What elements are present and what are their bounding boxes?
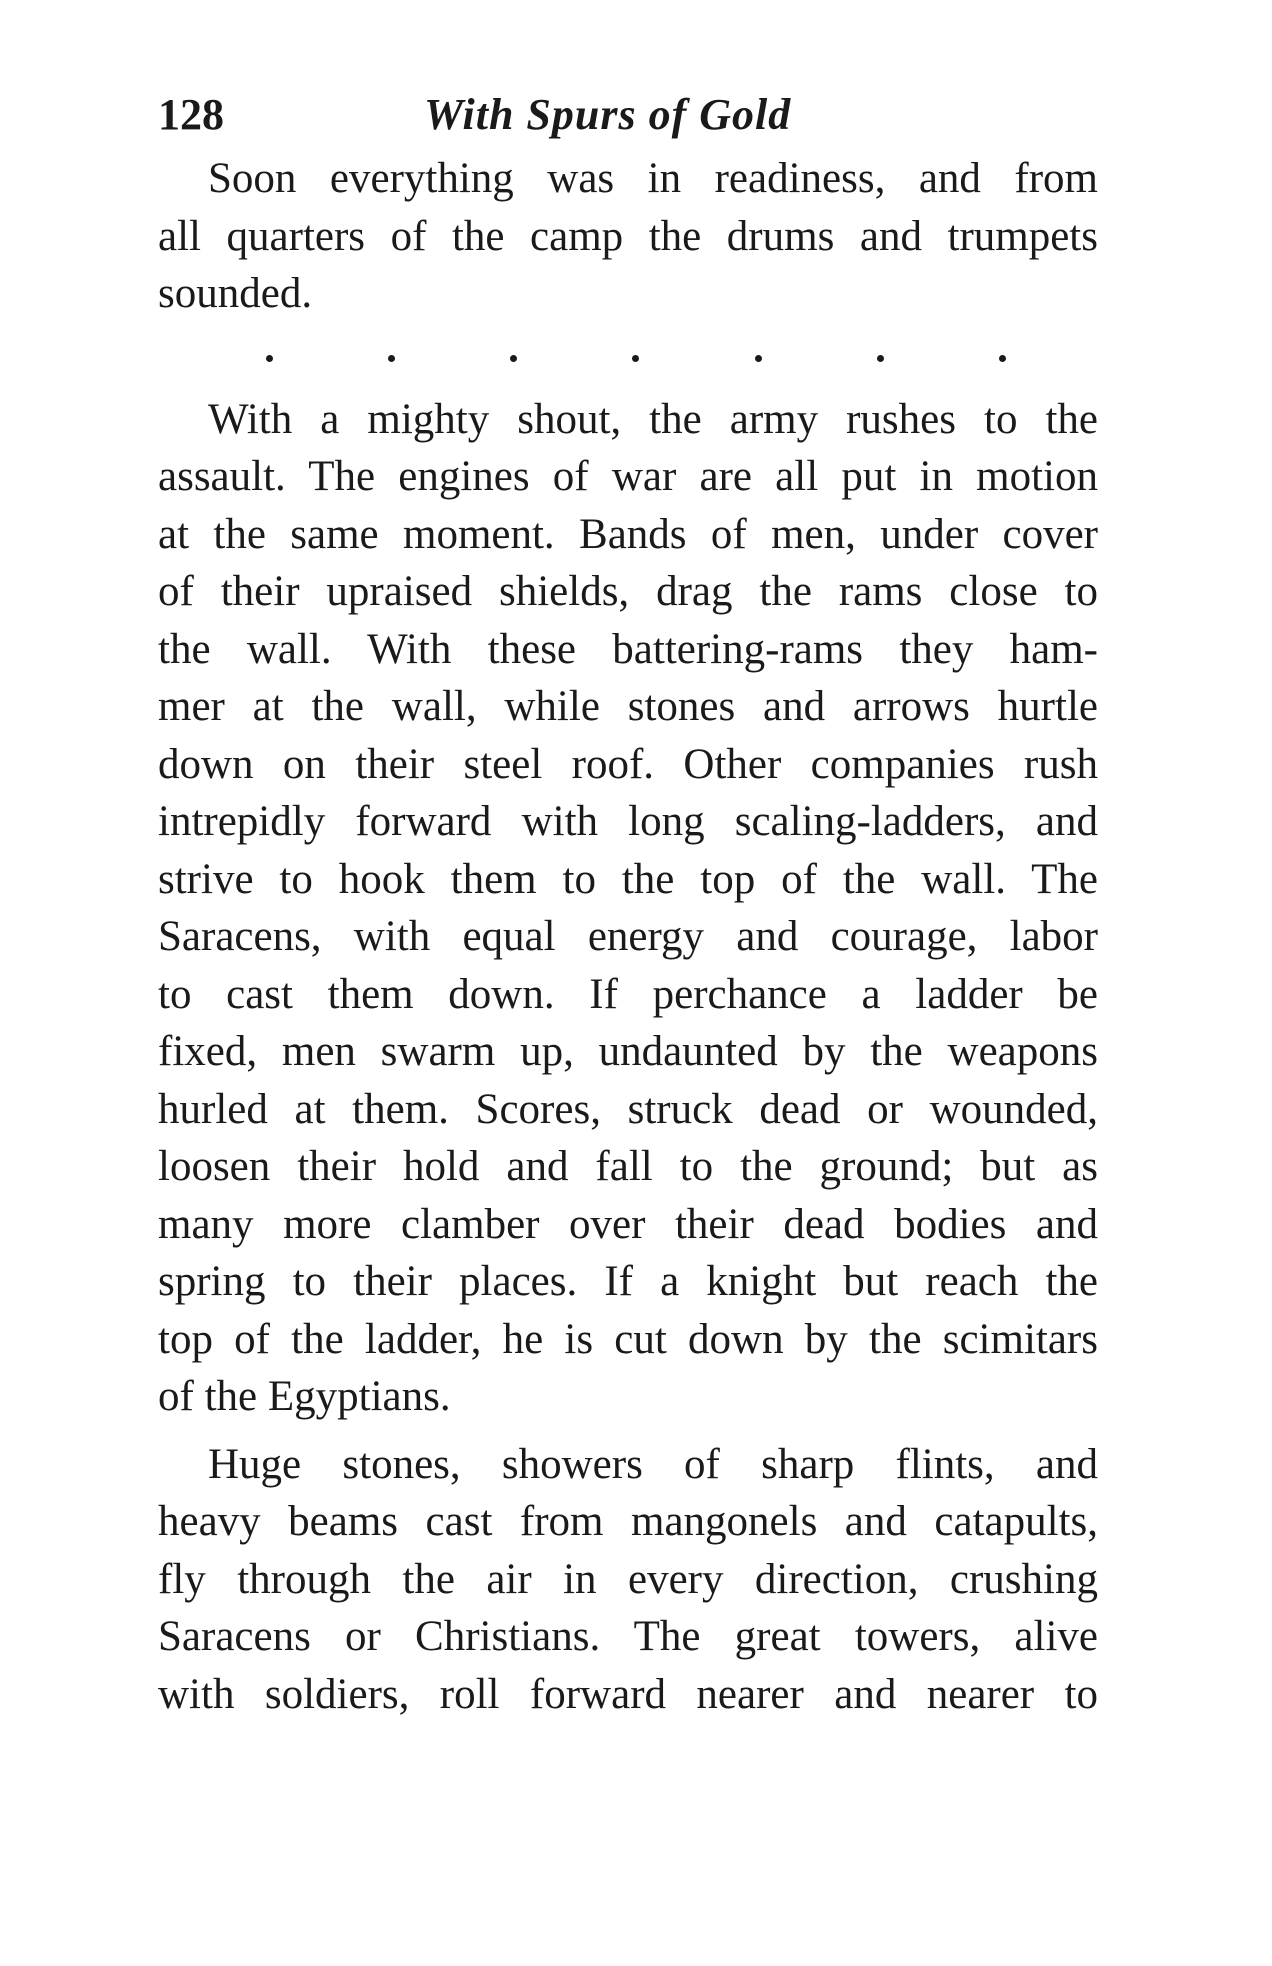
dot [510, 355, 517, 362]
dot [999, 355, 1006, 362]
text-line: at the same moment. Bands of men, under cover [158, 510, 1098, 558]
dot [266, 355, 273, 362]
text-line: With a mighty shout, the army rushes to the [208, 395, 1098, 443]
text-line: the wall. With these battering-rams they ham- [158, 625, 1098, 673]
text-line: down on their steel roof. Other companies rush [158, 740, 1098, 788]
text-line: spring to their places. If a knight but reach the [158, 1258, 1098, 1305]
text-line: mer at the wall, while stones and arrows hurtle [158, 683, 1098, 730]
text-line: fly through the air in every direction, crushing [158, 1555, 1098, 1603]
text-line: many more clamber over their dead bodies and [158, 1200, 1098, 1248]
dot [755, 355, 762, 362]
text-line: sounded. [158, 270, 313, 317]
text-line: intrepidly forward with long scaling-ladders, and [158, 798, 1098, 845]
running-title: With Spurs of Gold [424, 90, 792, 139]
text-line: heavy beams cast from mangonels and catapults, [158, 1498, 1098, 1545]
running-head [158, 80, 1098, 150]
text-line: of their upraised shields, drag the rams close to [158, 568, 1098, 615]
book-page [158, 80, 1098, 1723]
text-line: with soldiers, roll forward nearer and nearer to [158, 1670, 1098, 1718]
dot [388, 355, 395, 362]
text-line: to cast them down. If perchance a ladder be [158, 970, 1098, 1018]
text-line: of the Egyptians. [158, 1373, 451, 1420]
paragraph-3 [158, 1436, 1098, 1724]
paragraph-1 [158, 150, 1098, 323]
page-number: 128 [158, 90, 224, 139]
text-line: Huge stones, showers of sharp flints, and [208, 1440, 1098, 1488]
section-break-dots [266, 339, 1006, 379]
text-line: Saracens, with equal energy and courage, labor [158, 913, 1098, 960]
text-line: top of the ladder, he is cut down by the scimitars [158, 1315, 1098, 1363]
paragraph-2 [158, 391, 1098, 1426]
text-line: all quarters of the camp the drums and trumpets [158, 212, 1098, 260]
text-line: Soon everything was in readiness, and from [208, 155, 1098, 202]
text-line: assault. The engines of war are all put in motion [158, 453, 1098, 500]
dot [632, 355, 639, 362]
text-line: loosen their hold and fall to the ground; but as [158, 1143, 1098, 1190]
text-line: hurled at them. Scores, struck dead or wounded, [158, 1085, 1098, 1133]
dot [877, 355, 884, 362]
text-line: fixed, men swarm up, undaunted by the weapons [158, 1028, 1098, 1075]
text-line: strive to hook them to the top of the wall. The [158, 855, 1098, 903]
text-line: Saracens or Christians. The great towers, alive [158, 1613, 1098, 1660]
